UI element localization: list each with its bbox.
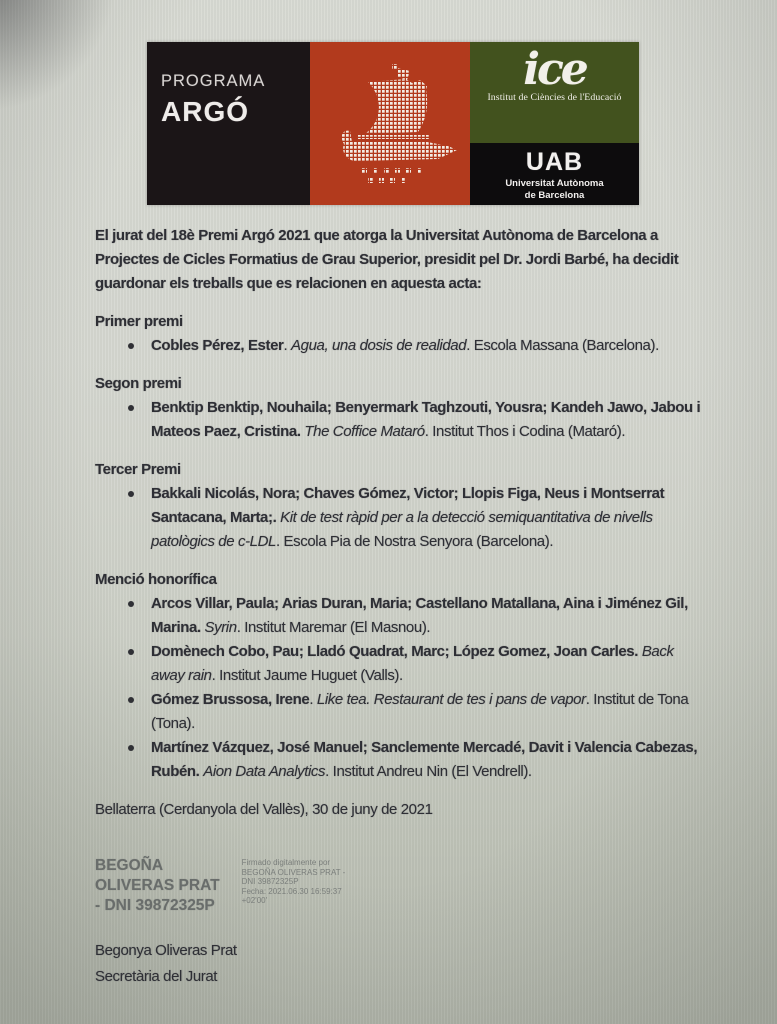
- entry-title: Back away rain: [151, 643, 674, 684]
- entry-title: Like tea. Restaurant de tes i pans de vapor: [316, 691, 586, 708]
- ice-uab-panel: [470, 42, 639, 205]
- entry-institution: . Institut Maremar (El Masnou).: [236, 619, 431, 636]
- document-body: [95, 224, 701, 990]
- section-heading: Primer premi: [95, 313, 183, 330]
- section-tercer-premi: [95, 458, 701, 554]
- signature-details: [242, 856, 346, 906]
- signature-line: BEGOÑA: [95, 857, 164, 874]
- uab-logo: [470, 143, 639, 205]
- argo-label: ARGÓ: [161, 96, 249, 127]
- entry-authors: Gómez Brussosa, Irene: [151, 691, 310, 708]
- award-entry: [121, 482, 701, 554]
- digital-signature-block: [95, 856, 701, 916]
- signature-detail-line: Fecha: 2021.06.30 16:59:37: [241, 886, 342, 896]
- entry-institution: . Institut Jaume Huguet (Valls).: [211, 667, 403, 684]
- entry-authors: Martínez Vázquez, José Manuel; Sanclemente Mercadé, Davit i Valencia Cabezas, Rubén.: [151, 739, 698, 780]
- programa-argo-logo: [147, 42, 310, 205]
- signature-detail-line: Firmado digitalmente por: [241, 858, 331, 867]
- award-entry: [121, 688, 701, 736]
- entry-title: Aion Data Analytics: [203, 763, 326, 780]
- entry-authors: Benktip Benktip, Nouhaila; Benyermark Taghzouti, Yousra; Kandeh Jawo, Jabou i Mateos Paez, Cristina.: [151, 399, 701, 440]
- entry-authors: Bakkali Nicolás, Nora; Chaves Gómez, Victor; Llopis Figa, Neus i Montserrat Santacana, Marta;.: [151, 485, 665, 526]
- entry-title: The Coffice Mataró: [304, 423, 425, 440]
- signature-detail-line: DNI 39872325P: [241, 877, 299, 886]
- secretary-name: Begonya Oliveras Prat: [95, 942, 237, 959]
- signature-line: OLIVERAS PRAT: [95, 877, 220, 894]
- secretary-block: [95, 938, 701, 990]
- award-entry: [121, 334, 701, 358]
- entry-institution: . Escola Pia de Nostra Senyora (Barcelona).: [275, 533, 554, 550]
- entry-institution: . Institut Thos i Codina (Mataró).: [424, 423, 626, 440]
- programa-label: PROGRAMA: [161, 72, 266, 90]
- entry-separator: .: [283, 337, 292, 354]
- ice-institute-name: Institut de Ciències de l'Educació: [487, 92, 622, 103]
- entry-authors: Arcos Villar, Paula; Arias Duran, Maria; Castellano Matallana, Aina i Jiménez Gil, Marina.: [151, 595, 688, 636]
- logo-banner: [147, 42, 639, 205]
- intro-paragraph: El jurat del 18è Premi Argó 2021 que atorga la Universitat Autònoma de Barcelona a Projectes de Cicles Formatius de Grau Superior, presidit pel Dr. Jordi Barbé, ha decidit guardonar els treballs que es relacionen en aquesta acta:: [95, 227, 679, 292]
- section-heading: Menció honorífica: [95, 571, 217, 588]
- signature-detail-line: BEGOÑA OLIVERAS PRAT -: [241, 867, 346, 877]
- award-entry: [121, 592, 701, 640]
- section-mencio-honorifica: [95, 568, 701, 784]
- section-heading: Tercer Premi: [95, 461, 181, 478]
- entry-authors: Cobles Pérez, Ester: [151, 337, 284, 354]
- entry-title: Syrin: [204, 619, 237, 636]
- entry-separator: .: [309, 691, 317, 708]
- argo-pixel-ship-icon: [310, 42, 470, 205]
- entry-institution: . Institut de Tona (Tona).: [151, 691, 689, 732]
- ice-script-logo: ice: [523, 44, 586, 95]
- entry-institution: . Escola Massana (Barcelona).: [466, 337, 659, 354]
- signature-detail-line: +02'00': [241, 896, 268, 905]
- ice-logo: [470, 42, 639, 143]
- uab-name-line2: de Barcelona: [524, 190, 585, 201]
- uab-acronym: UAB: [525, 148, 584, 176]
- section-primer-premi: [95, 310, 701, 358]
- signature-line: - DNI 39872325P: [95, 897, 215, 914]
- uab-name-line1: Universitat Autònoma: [505, 178, 604, 189]
- signature-signer-name: [95, 856, 220, 916]
- argo-ship-panel: [310, 42, 470, 205]
- section-heading: Segon premi: [95, 375, 182, 392]
- entry-title: Agua, una dosis de realidad: [291, 337, 467, 354]
- award-entry: [121, 396, 701, 444]
- entry-institution: . Institut Andreu Nin (El Vendrell).: [325, 763, 532, 780]
- section-segon-premi: [95, 372, 701, 444]
- secretary-role: Secretària del Jurat: [95, 968, 218, 985]
- award-entry: [121, 736, 701, 784]
- uab-name: [470, 178, 639, 202]
- award-entry: [121, 640, 701, 688]
- entry-authors: Domènech Cobo, Pau; Lladó Quadrat, Marc; López Gomez, Joan Carles.: [151, 643, 639, 660]
- place-date-line: Bellaterra (Cerdanyola del Vallès), 30 de juny de 2021: [95, 801, 433, 818]
- entry-title: Kit de test ràpid per a la detecció semiquantitativa de nivells patològics de c-LDL: [151, 509, 653, 550]
